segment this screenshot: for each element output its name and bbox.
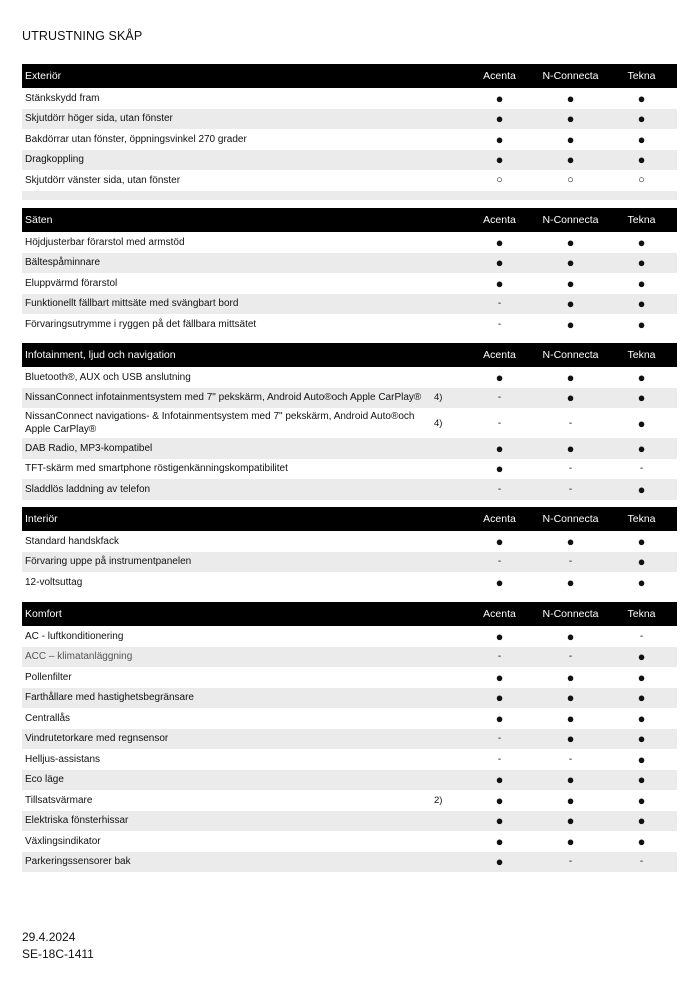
table-row [22,626,677,647]
availability-open: ○ [496,173,503,186]
table-row [22,811,677,832]
feature-label: Sladdlös laddning av telefon [25,483,151,495]
availability-filled: ● [495,574,504,590]
table-row [22,367,677,388]
feature-label: Bluetooth®, AUX och USB anslutning [25,371,191,383]
availability-filled: ● [566,792,575,808]
availability-filled: ● [566,710,575,726]
table-row [22,708,677,729]
table-row [22,294,677,315]
availability-filled: ● [566,369,575,385]
availability-dash: - [639,630,644,642]
footnote-ref: 4) [434,417,443,429]
table-row [22,667,677,688]
availability-filled: ● [495,710,504,726]
column-header: N-Connecta [542,70,599,82]
availability-filled: ● [637,833,646,849]
section-1 [22,208,677,335]
section-title: Säten [25,214,53,226]
table-row [22,749,677,770]
availability-filled: ● [495,854,504,870]
availability-filled: ● [566,533,575,549]
availability-filled: ● [566,90,575,106]
availability-filled: ● [637,669,646,685]
column-header: Tekna [627,608,656,620]
table-row [22,273,677,294]
availability-dash: - [568,856,573,868]
availability-filled: ● [637,574,646,590]
availability-filled: ● [637,731,646,747]
availability-filled: ● [566,574,575,590]
feature-label: Pollenfilter [25,671,72,683]
table-row [22,479,677,500]
availability-filled: ● [566,255,575,271]
section-title: Infotainment, ljud och navigation [25,349,176,361]
footnote-ref: 4) [434,392,443,404]
feature-label: Eco läge [25,774,64,786]
feature-label: Parkeringssensorer bak [25,856,131,868]
availability-filled: ● [495,255,504,271]
feature-label: Skjutdörr vänster sida, utan fönster [25,174,181,186]
availability-dash: - [568,651,573,663]
table-row [22,129,677,150]
footer-date: 29.4.2024 [22,930,76,944]
availability-filled: ● [495,772,504,788]
availability-dash: - [568,753,573,765]
page-title: UTRUSTNING SKÅP [22,29,143,43]
table-row [22,232,677,253]
availability-filled: ● [566,296,575,312]
availability-filled: ● [495,461,504,477]
feature-label: ACC – klimatanläggning [25,651,133,663]
availability-filled: ● [637,649,646,665]
availability-filled: ● [566,731,575,747]
column-header: Acenta [483,349,516,361]
feature-label: Skjutdörr höger sida, utan fönster [25,113,173,125]
feature-label: Farthållare med hastighetsbegränsare [25,692,194,704]
table-row [22,88,677,109]
availability-filled: ● [637,90,646,106]
table-row [22,314,677,335]
feature-label: Förvaring uppe på instrumentpanelen [25,556,192,568]
feature-label: Bakdörrar utan fönster, öppningsvinkel 270 grader [25,133,247,145]
table-row [22,531,677,552]
availability-filled: ● [495,533,504,549]
availability-filled: ● [637,792,646,808]
availability-filled: ● [637,316,646,332]
table-row [22,150,677,171]
availability-filled: ● [637,111,646,127]
table-row [22,388,677,409]
column-header: Acenta [483,513,516,525]
feature-label: Standard handskfack [25,535,119,547]
availability-dash: - [497,417,502,429]
availability-dash: - [568,483,573,495]
availability-filled: ● [637,772,646,788]
availability-filled: ● [566,275,575,291]
availability-filled: ● [566,813,575,829]
section-0 [22,64,677,200]
column-header: Tekna [627,513,656,525]
column-header: N-Connecta [542,349,599,361]
availability-filled: ● [566,234,575,250]
availability-filled: ● [637,751,646,767]
feature-label: Tillsatsvärmare [25,794,93,806]
section-header [22,64,677,88]
table-row [22,647,677,668]
feature-label: AC - luftkonditionering [25,630,124,642]
availability-dash: - [568,556,573,568]
feature-label: Förvaringsutrymme i ryggen på det fällbara mittsätet [25,318,257,330]
availability-filled: ● [566,390,575,406]
availability-filled: ● [495,833,504,849]
column-header: N-Connecta [542,608,599,620]
availability-filled: ● [495,792,504,808]
availability-filled: ● [566,111,575,127]
table-row [22,572,677,593]
availability-filled: ● [566,316,575,332]
section-header [22,507,677,531]
availability-filled: ● [566,152,575,168]
table-row [22,438,677,459]
availability-filled: ● [637,255,646,271]
availability-open: ○ [638,173,645,186]
column-header: Acenta [483,608,516,620]
availability-filled: ● [495,234,504,250]
availability-filled: ● [637,690,646,706]
feature-label: NissanConnect infotainmentsystem med 7" pekskärm, Android Auto®och Apple CarPlay® [25,392,422,404]
availability-filled: ● [637,152,646,168]
feature-label: NissanConnect navigations- & Infotainmentsystem med 7" pekskärm, Android Auto®och Apple CarPlay® [25,411,415,435]
table-row [22,253,677,274]
availability-dash: - [497,733,502,745]
availability-filled: ● [495,275,504,291]
availability-filled: ● [495,90,504,106]
availability-filled: ● [566,772,575,788]
column-header: N-Connecta [542,513,599,525]
table-row [22,552,677,573]
availability-filled: ● [637,440,646,456]
availability-filled: ● [637,710,646,726]
availability-dash: - [568,463,573,475]
section-4 [22,602,677,872]
availability-filled: ● [495,152,504,168]
feature-label: 12-voltsuttag [25,576,83,588]
section-title: Interiör [25,513,58,525]
feature-label: Vindrutetorkare med regnsensor [25,733,169,745]
availability-filled: ● [637,415,646,431]
section-end-bar [22,191,677,200]
availability-filled: ● [566,669,575,685]
availability-filled: ● [637,234,646,250]
column-header: N-Connecta [542,214,599,226]
availability-filled: ● [495,440,504,456]
availability-open: ○ [567,173,574,186]
feature-label: Elektriska fönsterhissar [25,815,129,827]
section-header [22,602,677,626]
table-row [22,790,677,811]
availability-dash: - [497,318,502,330]
column-header: Acenta [483,70,516,82]
availability-dash: - [568,417,573,429]
feature-label: DAB Radio, MP3-kompatibel [25,442,153,454]
section-title: Exteriör [25,70,62,82]
section-title: Komfort [25,608,62,620]
availability-filled: ● [637,369,646,385]
availability-dash: - [497,392,502,404]
feature-label: Eluppvärmd förarstol [25,277,118,289]
availability-dash: - [497,753,502,765]
table-row [22,831,677,852]
feature-label: Helljus-assistans [25,753,101,765]
table-row [22,109,677,130]
availability-filled: ● [637,131,646,147]
table-row [22,729,677,750]
availability-dash: - [497,556,502,568]
table-row [22,408,677,438]
availability-filled: ● [637,481,646,497]
availability-filled: ● [495,690,504,706]
availability-dash: - [639,856,644,868]
feature-label: Bältespåminnare [25,257,101,269]
availability-filled: ● [637,533,646,549]
availability-filled: ● [566,440,575,456]
footer-code: SE-18C-1411 [22,947,94,961]
availability-filled: ● [637,390,646,406]
availability-filled: ● [566,628,575,644]
availability-filled: ● [637,554,646,570]
feature-label: Höjdjusterbar förarstol med armstöd [25,236,185,248]
availability-filled: ● [495,813,504,829]
availability-dash: - [497,298,502,310]
feature-label: TFT-skärm med smartphone röstigenkänningskompatibilitet [25,463,288,475]
availability-filled: ● [495,669,504,685]
availability-filled: ● [637,813,646,829]
availability-filled: ● [495,369,504,385]
availability-filled: ● [495,628,504,644]
availability-filled: ● [566,690,575,706]
feature-label: Växlingsindikator [25,835,101,847]
table-row [22,170,677,191]
availability-filled: ● [495,131,504,147]
table-row [22,770,677,791]
feature-label: Centrallås [25,712,71,724]
table-row [22,852,677,873]
section-2 [22,343,677,500]
section-header [22,208,677,232]
availability-filled: ● [566,131,575,147]
table-row [22,688,677,709]
section-header [22,343,677,367]
column-header: Tekna [627,214,656,226]
availability-filled: ● [637,296,646,312]
feature-label: Stänkskydd fram [25,92,100,104]
availability-filled: ● [637,275,646,291]
availability-dash: - [497,651,502,663]
availability-filled: ● [566,833,575,849]
feature-label: Funktionellt fällbart mittsäte med svängbart bord [25,298,239,310]
table-row [22,459,677,480]
section-3 [22,507,677,593]
footnote-ref: 2) [434,794,443,806]
availability-dash: - [639,463,644,475]
availability-dash: - [497,483,502,495]
column-header: Tekna [627,349,656,361]
column-header: Tekna [627,70,656,82]
column-header: Acenta [483,214,516,226]
feature-label: Dragkoppling [25,154,84,166]
availability-filled: ● [495,111,504,127]
